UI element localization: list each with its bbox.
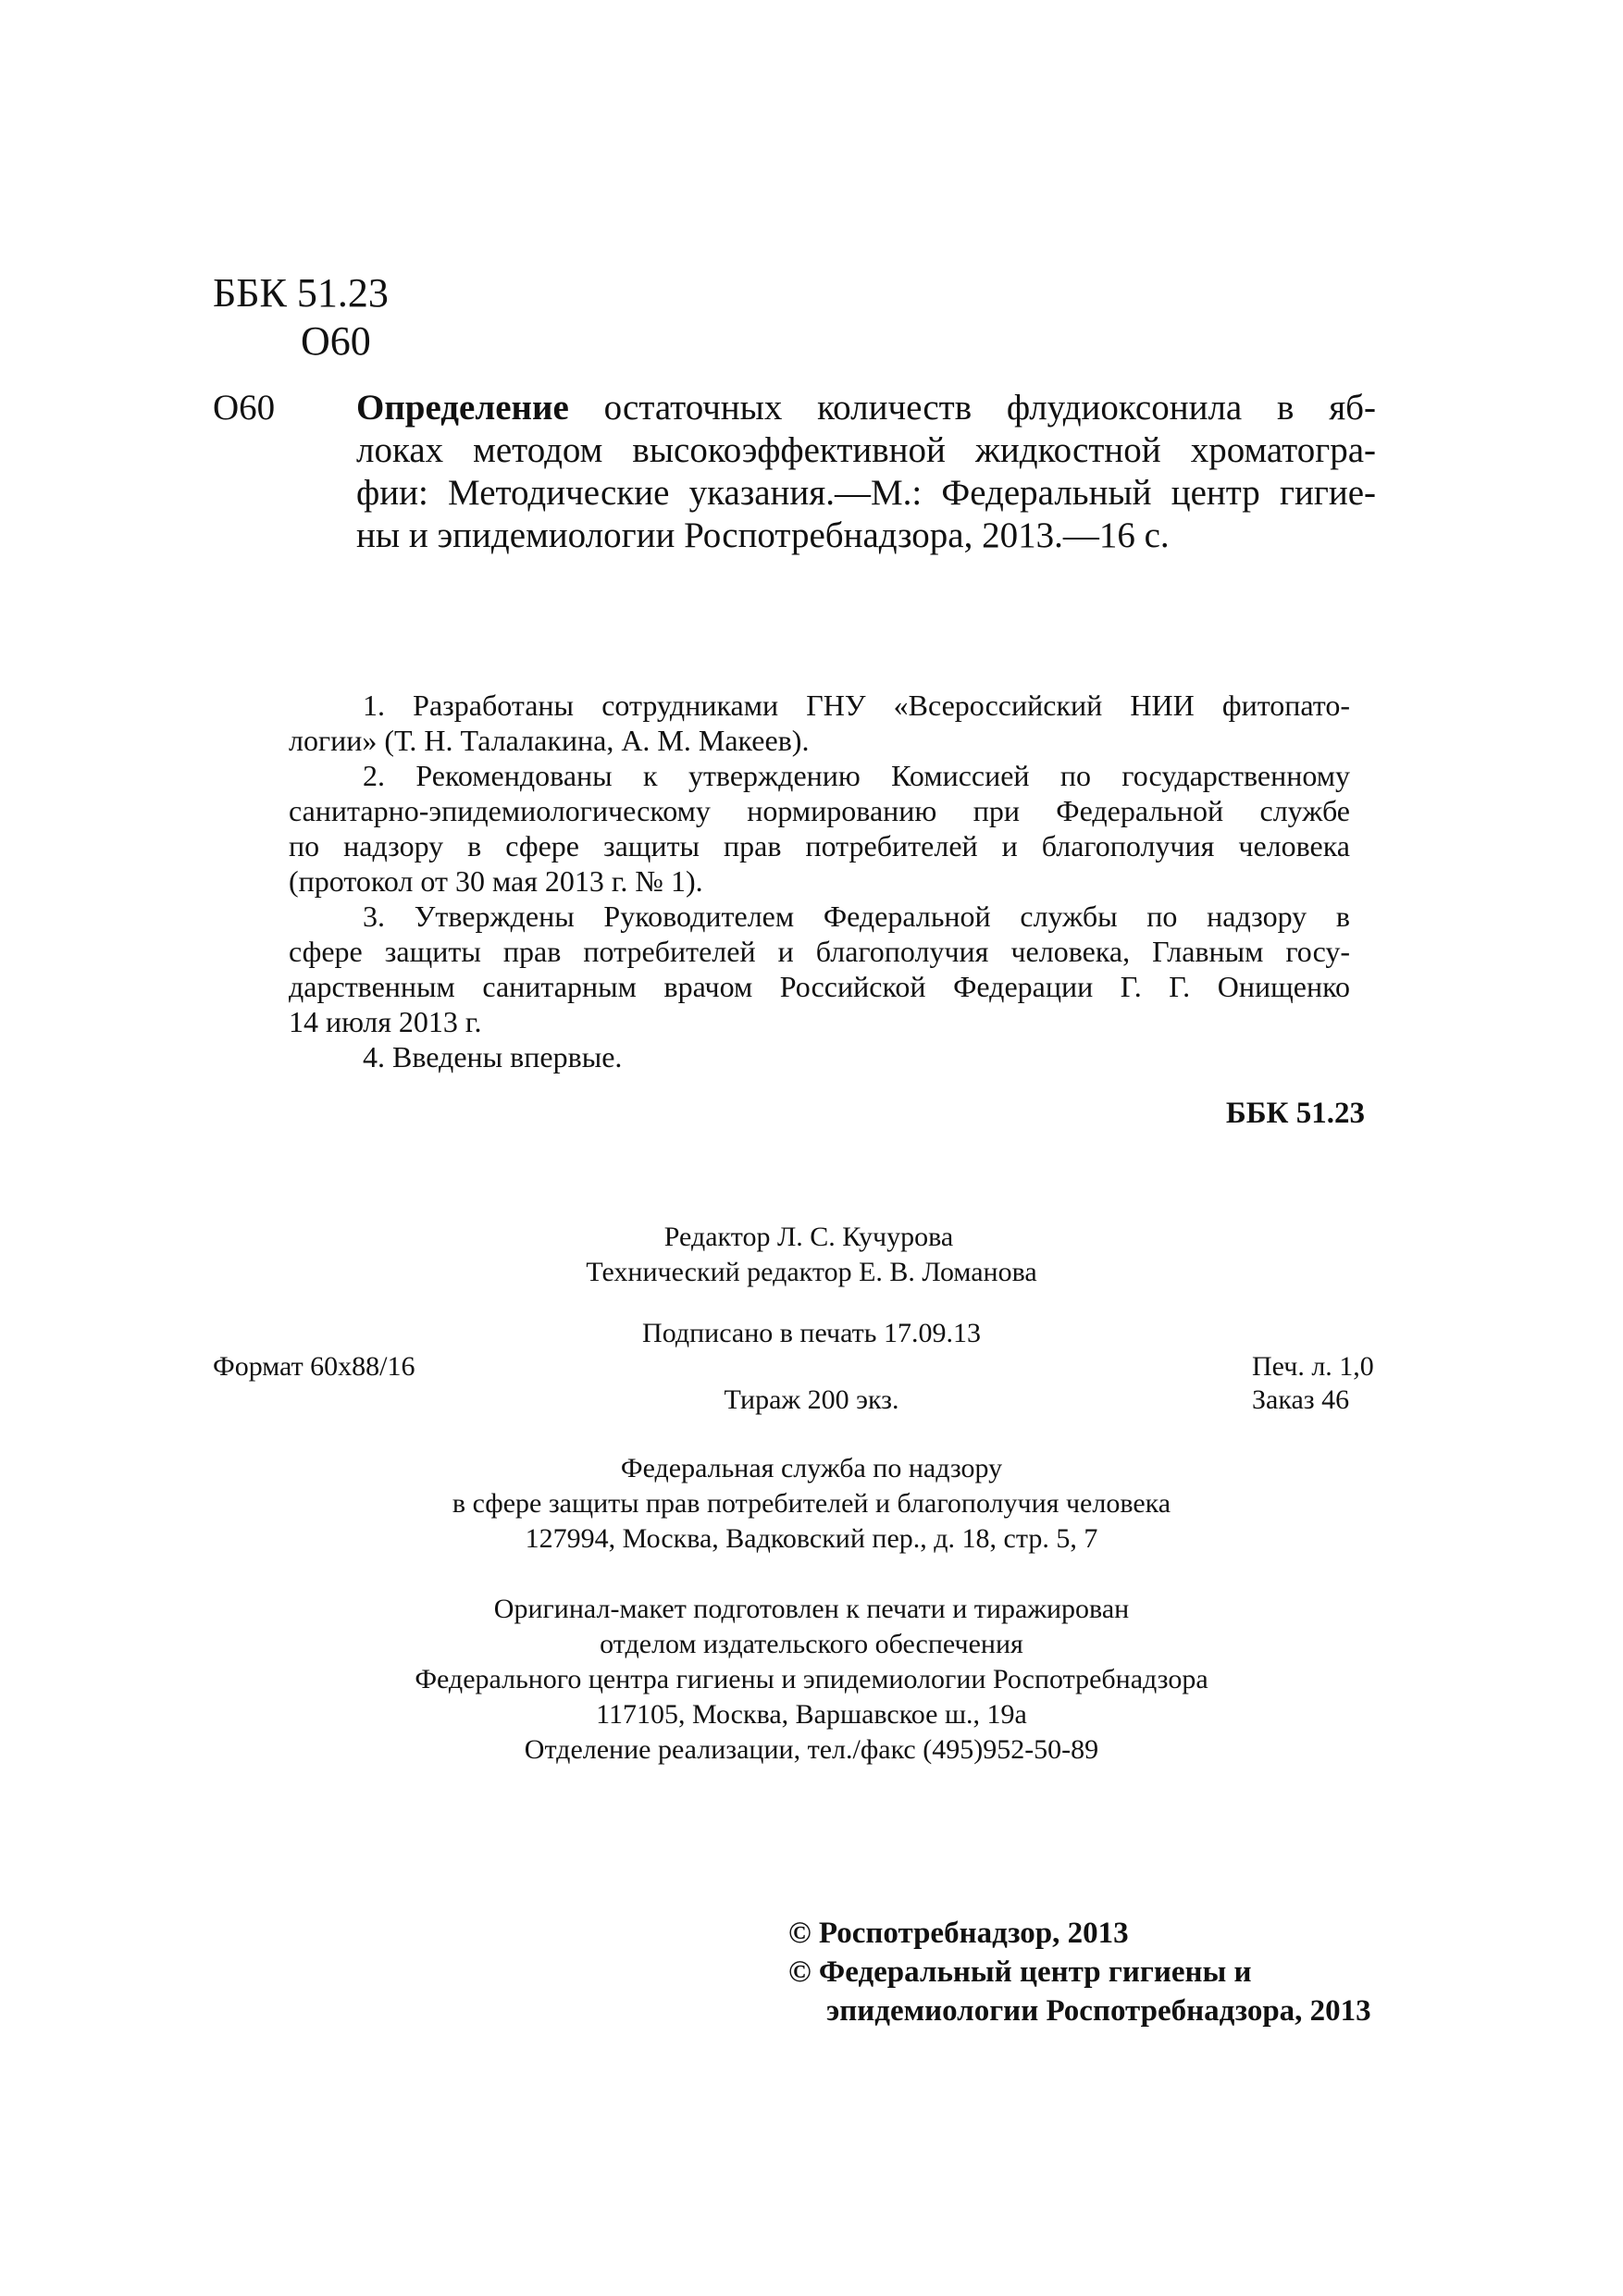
- note-line: 1. Разработаны сотрудниками ГНУ «Всероссийский НИИ фитопато-: [363, 689, 1350, 722]
- copyright-line: © Роспотребнадзор, 2013: [788, 1917, 1129, 1950]
- publisher-line: Федеральная служба по надзору: [620, 1453, 1003, 1483]
- publisher-address: 127994, Москва, Вадковский пер., д. 18, стр. 5, 7: [525, 1523, 1098, 1554]
- note-line: по надзору в сфере защиты прав потребителей и благополучия человека: [289, 829, 1350, 863]
- bibliographic-description: [356, 387, 1376, 557]
- title-line: ны и эпидемиологии Роспотребнадзора, 2013.—16 с.: [356, 515, 1170, 555]
- note-line: сфере защиты прав потребителей и благополучия человека, Главным госу-: [289, 935, 1350, 968]
- title-keyword: Определение: [356, 388, 569, 428]
- copyright-line: © Федеральный центр гигиены и: [788, 1955, 1252, 1989]
- paper-format: Формат 60х88/16: [213, 1351, 415, 1382]
- publisher-line: в сфере защиты прав потребителей и благополучия человека: [452, 1488, 1171, 1519]
- note-line: (протокол от 30 мая 2013 г. № 1).: [289, 864, 703, 898]
- producer-line: Оригинал-макет подготовлен к печати и тиражирован: [493, 1594, 1130, 1624]
- note-line: 4. Введены впервые.: [363, 1040, 623, 1074]
- note-line: 14 июля 2013 г.: [289, 1005, 482, 1038]
- title-line: локах методом высокоэффективной жидкостной хроматогра-: [356, 430, 1376, 470]
- signed-date: Подписано в печать 17.09.13: [642, 1318, 981, 1348]
- editor: Редактор Л. С. Кучурова: [663, 1222, 954, 1252]
- producer-address: 117105, Москва, Варшавское ш., 19а: [596, 1699, 1027, 1730]
- producer-line: Федерального центра гигиены и эпидемиологии Роспотребнадзора: [415, 1664, 1208, 1694]
- note-line: 3. Утверждены Руководителем Федеральной службы по надзору в: [363, 900, 1350, 933]
- title-line: фии: Методические указания.—М.: Федеральный центр гигие-: [356, 473, 1376, 513]
- tech-editor: Технический редактор Е. В. Ломанова: [586, 1257, 1037, 1287]
- bbk-code: ББК 51.23: [213, 270, 389, 316]
- note-line: санитарно-эпидемиологическому нормированию при Федеральной службе: [289, 794, 1350, 827]
- note-line: 2. Рекомендованы к утверждению Комиссией по государственному: [363, 759, 1350, 792]
- author-mark: О60: [301, 318, 371, 364]
- producer-line: отделом издательского обеспечения: [600, 1629, 1023, 1659]
- note-line: дарственным санитарным врачом Российской Федерации Г. Г. Онищенко: [289, 970, 1350, 1003]
- bbk-footer: ББК 51.23: [1225, 1097, 1365, 1130]
- print-run: Тираж 200 экз.: [724, 1384, 899, 1415]
- producer-contacts: Отделение реализации, тел./факс (495)952-50-89: [524, 1734, 1099, 1765]
- order-number: Заказ 46: [1252, 1384, 1350, 1415]
- note-line: логии» (Т. Н. Талалакина, А. М. Макеев).: [289, 724, 810, 757]
- title-author-mark: О60: [213, 388, 276, 428]
- copyright-line: эпидемиологии Роспотребнадзора, 2013: [826, 1994, 1371, 2028]
- print-sheets: Печ. л. 1,0: [1252, 1351, 1374, 1382]
- notes-block: [289, 688, 1350, 1074]
- title-line: Определение остаточных количеств флудиоксонила в яб-: [356, 388, 1376, 428]
